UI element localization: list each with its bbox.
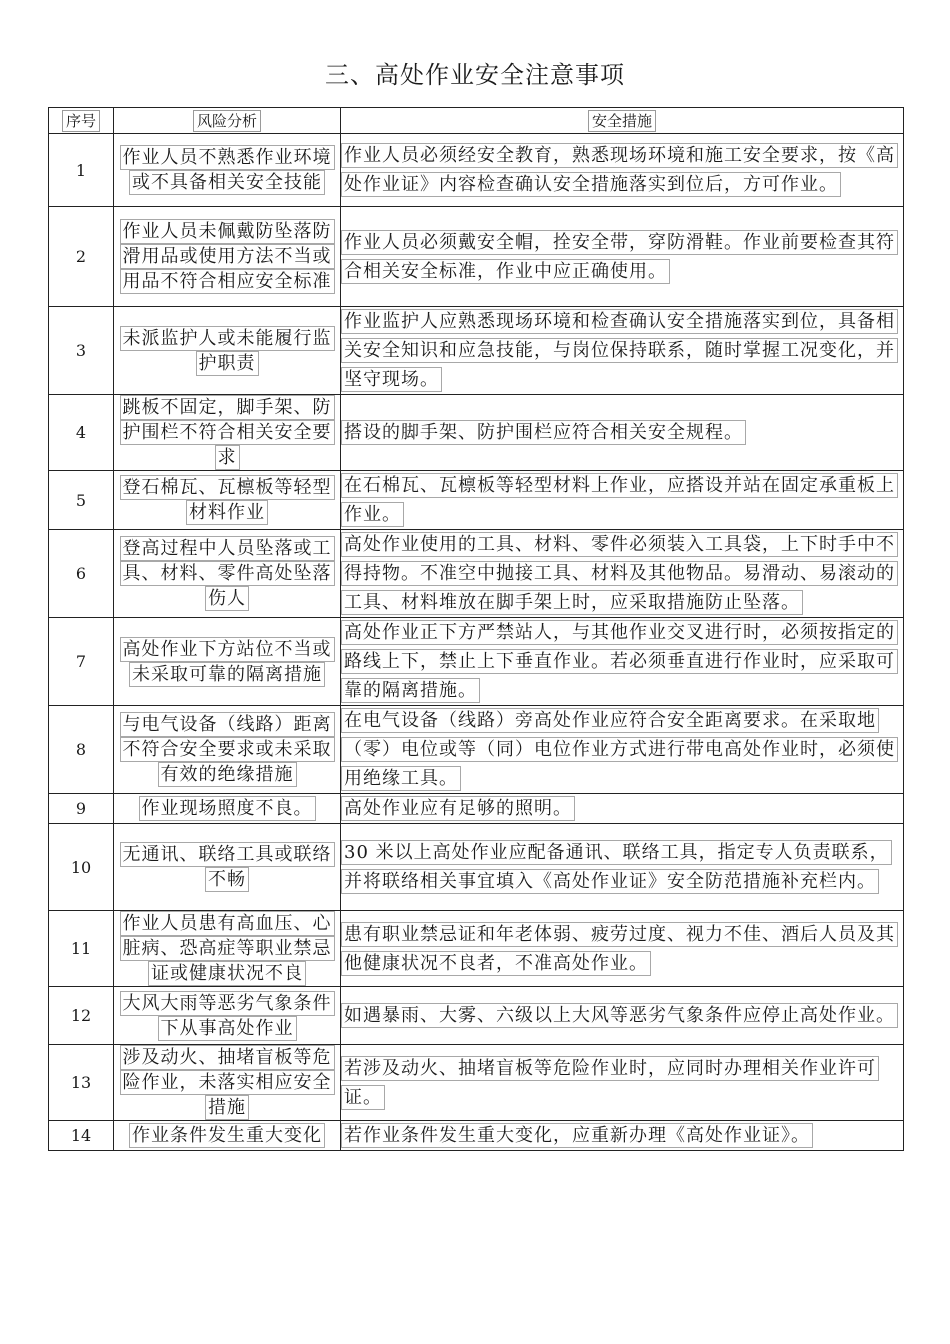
risk-cell <box>114 307 341 395</box>
risk-cell <box>114 1045 341 1121</box>
row-number: 11 <box>49 911 114 987</box>
table-row <box>49 618 904 706</box>
row-number: 7 <box>49 618 114 706</box>
risk-text: 未派监护人或未能履行监护职责 <box>120 326 335 376</box>
table-header-row <box>49 108 904 134</box>
measure-cell <box>341 706 904 794</box>
measure-cell <box>341 134 904 207</box>
measure-cell <box>341 207 904 307</box>
row-number: 6 <box>49 530 114 618</box>
measure-text: 高处作业正下方严禁站人，与其他作业交叉进行时，必须按指定的路线上下，禁止上下垂直作业。若必须垂直进行作业时，应采取可靠的隔离措施。 <box>341 620 898 703</box>
table-row <box>49 134 904 207</box>
measure-text: 搭设的脚手架、防护围栏应符合相关安全规程。 <box>341 420 746 445</box>
risk-text: 跳板不固定，脚手架、防护围栏不符合相关安全要求 <box>120 395 335 470</box>
measure-text: 患有职业禁忌证和年老体弱、疲劳过度、视力不佳、酒后人员及其他健康状况不良者，不准高处作业。 <box>341 922 898 976</box>
table-row <box>49 1121 904 1151</box>
risk-cell <box>114 824 341 911</box>
measure-text: 高处作业应有足够的照明。 <box>341 796 575 821</box>
risk-text: 作业人员不熟悉作业环境或不具备相关安全技能 <box>120 145 335 195</box>
table-row <box>49 911 904 987</box>
risk-text: 作业人员未佩戴防坠落防滑用品或使用方法不当或用品不符合相应安全标准 <box>120 219 335 294</box>
measure-text: 作业人员必须戴安全帽，拴安全带，穿防滑鞋。作业前要检查其符合相关安全标准，作业中应正确使用。 <box>341 230 898 284</box>
row-number: 10 <box>49 824 114 911</box>
measure-text: 若涉及动火、抽堵盲板等危险作业时，应同时办理相关作业许可证。 <box>341 1056 879 1110</box>
table-row <box>49 1045 904 1121</box>
risk-text: 登高过程中人员坠落或工具、材料、零件高处坠落伤人 <box>120 536 335 611</box>
header-risk: 风险分析 <box>193 110 261 132</box>
row-number: 9 <box>49 794 114 824</box>
page-title: 三、高处作业安全注意事项 <box>325 61 625 89</box>
table-row <box>49 395 904 471</box>
risk-cell <box>114 618 341 706</box>
measure-cell <box>341 307 904 395</box>
table-row <box>49 471 904 530</box>
measure-cell <box>341 987 904 1045</box>
risk-text: 无通讯、联络工具或联络不畅 <box>120 842 335 892</box>
measure-cell <box>341 1045 904 1121</box>
measure-cell <box>341 618 904 706</box>
risk-text: 作业人员患有高血压、心脏病、恐高症等职业禁忌证或健康状况不良 <box>120 911 335 986</box>
table-row <box>49 207 904 307</box>
measure-cell <box>341 911 904 987</box>
measure-cell <box>341 530 904 618</box>
header-measures: 安全措施 <box>588 110 656 132</box>
risk-cell <box>114 207 341 307</box>
table-row <box>49 987 904 1045</box>
risk-text: 涉及动火、抽堵盲板等危险作业，未落实相应安全措施 <box>120 1045 335 1120</box>
measure-text: 在石棉瓦、瓦檩板等轻型材料上作业，应搭设并站在固定承重板上作业。 <box>341 473 898 527</box>
table-row <box>49 824 904 911</box>
measure-text: 若作业条件发生重大变化，应重新办理《高处作业证》。 <box>341 1123 813 1148</box>
measure-text: 如遇暴雨、大雾、六级以上大风等恶劣气象条件应停止高处作业。 <box>341 1003 898 1028</box>
header-cell-risk <box>114 108 341 134</box>
measure-cell <box>341 395 904 471</box>
row-number: 4 <box>49 395 114 471</box>
row-number: 8 <box>49 706 114 794</box>
row-number: 2 <box>49 207 114 307</box>
risk-cell <box>114 911 341 987</box>
measure-text: 在电气设备（线路）旁高处作业应符合安全距离要求。在采取地（零）电位或等（同）电位作业方式进行带电高处作业时，必须使用绝缘工具。 <box>341 708 898 791</box>
row-number: 5 <box>49 471 114 530</box>
table-row <box>49 794 904 824</box>
row-number: 13 <box>49 1045 114 1121</box>
risk-text: 作业条件发生重大变化 <box>129 1123 325 1148</box>
row-number: 3 <box>49 307 114 395</box>
measure-text: 高处作业使用的工具、材料、零件必须装入工具袋，上下时手中不得持物。不准空中抛接工具、材料及其他物品。易滑动、易滚动的工具、材料堆放在脚手架上时，应采取措施防止坠落。 <box>341 532 898 615</box>
row-number: 12 <box>49 987 114 1045</box>
measure-cell <box>341 1121 904 1151</box>
header-cell-no <box>49 108 114 134</box>
measure-text: 作业监护人应熟悉现场环境和检查确认安全措施落实到位，具备相关安全知识和应急技能，与岗位保持联系，随时掌握工况变化，并坚守现场。 <box>341 309 898 392</box>
measure-cell <box>341 824 904 911</box>
risk-cell <box>114 471 341 530</box>
risk-text: 大风大雨等恶劣气象条件下从事高处作业 <box>120 991 335 1041</box>
header-cell-measures <box>341 108 904 134</box>
table-row <box>49 530 904 618</box>
risk-cell <box>114 794 341 824</box>
header-no: 序号 <box>62 110 100 132</box>
table-row <box>49 307 904 395</box>
row-number: 14 <box>49 1121 114 1151</box>
safety-measures-table <box>48 107 904 1151</box>
risk-cell <box>114 395 341 471</box>
measure-cell <box>341 794 904 824</box>
risk-cell <box>114 987 341 1045</box>
risk-cell <box>114 134 341 207</box>
risk-text: 高处作业下方站位不当或未采取可靠的隔离措施 <box>120 637 335 687</box>
measure-cell <box>341 471 904 530</box>
risk-text: 与电气设备（线路）距离不符合安全要求或未采取有效的绝缘措施 <box>120 712 335 787</box>
measure-text: 30 米以上高处作业应配备通讯、联络工具，指定专人负责联系，并将联络相关事宜填入《高处作业证》安全防范措施补充栏内。 <box>341 840 892 894</box>
measure-text: 作业人员必须经安全教育，熟悉现场环境和施工安全要求，按《高处作业证》内容检查确认安全措施落实到位后，方可作业。 <box>341 143 898 197</box>
risk-cell <box>114 530 341 618</box>
risk-text: 登石棉瓦、瓦檩板等轻型材料作业 <box>120 475 335 525</box>
row-number: 1 <box>49 134 114 207</box>
risk-cell <box>114 706 341 794</box>
risk-text: 作业现场照度不良。 <box>139 796 316 821</box>
table-row <box>49 706 904 794</box>
risk-cell <box>114 1121 341 1151</box>
